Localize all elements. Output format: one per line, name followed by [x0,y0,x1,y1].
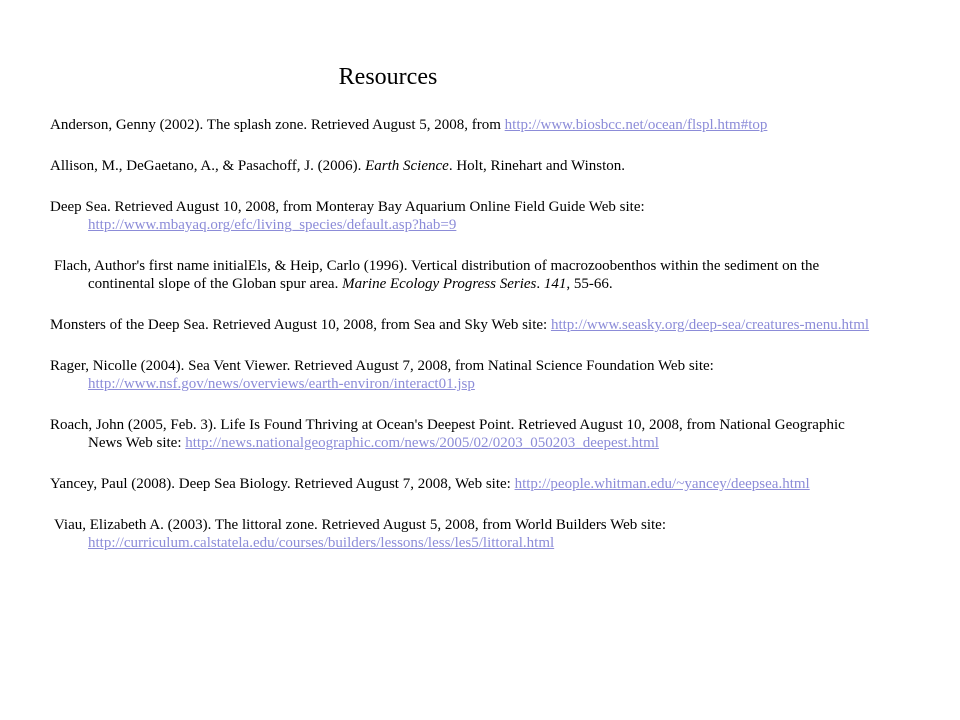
reference-text: , 55-66. [566,276,613,292]
reference-text: Anderson, Genny (2002). The splash zone. Retrieved August 5, 2008, from [50,117,505,133]
reference-item [50,416,880,452]
reference-item [50,157,880,175]
reference-text: Flach, Author's first name initialEls, & Heip, Carlo (1996). Vertical distribution of macrozoobenthos within the sediment on the continental slope of the Globan spur area. [54,258,820,292]
reference-text: Monsters of the Deep Sea. Retrieved August 10, 2008, from Sea and Sky Web site: [50,317,551,333]
reference-link[interactable]: http://curriculum.calstatela.edu/courses/builders/lessons/less/les5/littoral.html [88,535,555,551]
reference-item [50,357,880,393]
reference-link[interactable]: http://www.seasky.org/deep-sea/creatures-menu.html [550,317,870,333]
reference-link[interactable]: http://www.nsf.gov/news/overviews/earth-environ/interact01.jsp [88,376,475,392]
reference-link[interactable]: http://www.biosbcc.net/ocean/flspl.htm#top [504,117,768,133]
reference-item [50,198,880,234]
reference-link[interactable]: http://www.mbayaq.org/efc/living_species/default.asp?hab=9 [88,217,457,233]
reference-title-italic: Earth Science [365,158,449,174]
reference-item [50,516,880,552]
reference-text: Viau, Elizabeth A. (2003). The littoral zone. Retrieved August 5, 2008, from World Builders Web site: [54,517,666,533]
reference-link[interactable]: http://people.whitman.edu/~yancey/deepsea.html [514,476,810,492]
reference-item [50,316,880,334]
reference-title-italic: Marine Ecology Progress Series [342,276,537,292]
reference-text: . [536,276,544,292]
reference-text: Deep Sea. Retrieved August 10, 2008, from Monteray Bay Aquarium Online Field Guide Web site: [50,199,645,215]
reference-volume-italic: 141 [543,276,567,292]
reference-text: Roach, John (2005, Feb. 3). Life Is Found Thriving at Ocean's Deepest Point. Retrieved August 10, 2008, from National Geographic News Web site: [50,417,845,451]
reference-text: Yancey, Paul (2008). Deep Sea Biology. Retrieved August 7, 2008, Web site: [50,476,515,492]
reference-item [50,257,880,293]
reference-item [50,116,880,134]
reference-text: . Holt, Rinehart and Winston. [448,158,626,174]
reference-list [50,116,880,575]
reference-item [50,475,880,493]
page-title: Resources [338,64,438,90]
reference-text: Allison, M., DeGaetano, A., & Pasachoff, J. (2006). [50,158,366,174]
reference-link[interactable]: http://news.nationalgeographic.com/news/2005/02/0203_050203_deepest.html [185,435,659,451]
reference-text: Rager, Nicolle (2004). Sea Vent Viewer. Retrieved August 7, 2008, from Natinal Science Foundation Web site: [50,358,714,374]
